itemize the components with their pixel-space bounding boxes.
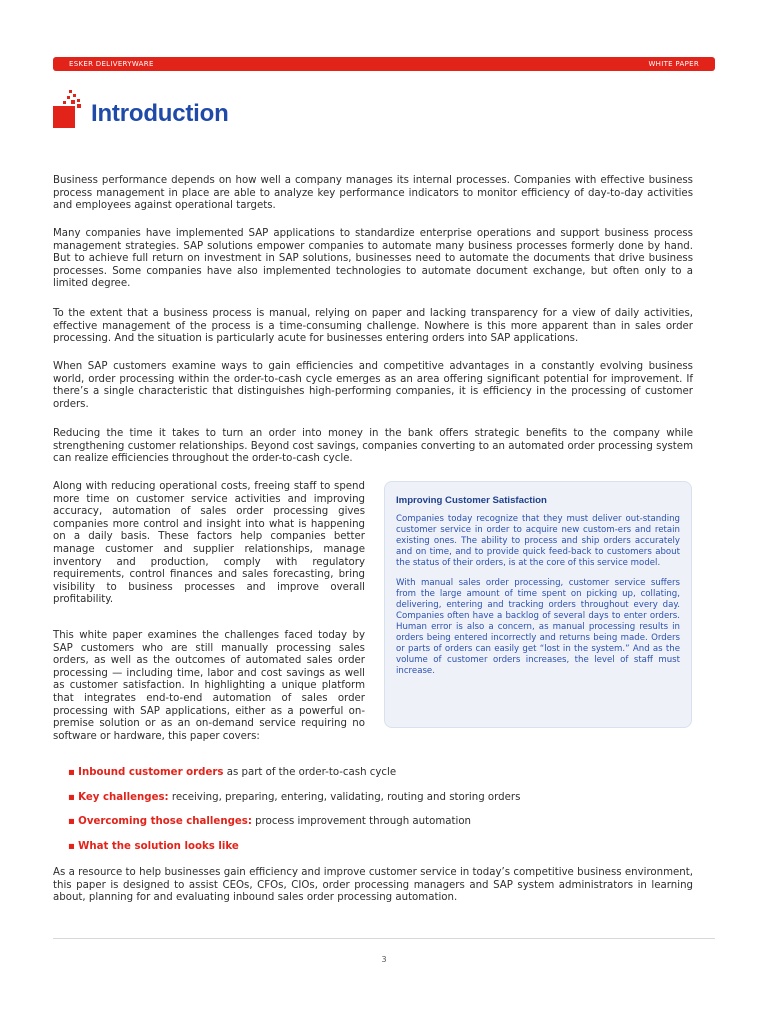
list-item — [68, 841, 688, 866]
intro-paragraph-4: When SAP customers examine ways to gain efficiencies and competitive advantages in a constantly evolving business world, order processing within the order-to-cash cycle emerges as an area offering significant potential for improvement. If there’s a single characteristic that distinguishes high-performing companies, it is efficiency in the processing of customer orders. — [53, 361, 693, 410]
sidebar-heading: Improving Customer Satisfaction — [396, 495, 547, 506]
bullet-marker: ▪ — [68, 767, 75, 778]
closing-paragraph: As a resource to help businesses gain efficiency and improve customer service in today’s competitive business environment, this paper is designed to assist CEOs, CFOs, CIOs, order processing managers and SAP system administrators in learning about, planning for and evaluating inbound sales order processing automation. — [53, 867, 693, 904]
title-block — [53, 90, 353, 130]
intro-paragraph-5: Reducing the time it takes to turn an order into money in the bank offers strategic benefits to the company while strengthening customer relationships. Beyond cost savings, companies converting to an automated order processing system can realize efficiencies throughout the order-to-cash cycle. — [53, 428, 693, 465]
page-number: 3 — [381, 955, 387, 964]
customer-satisfaction-sidebar — [384, 481, 692, 728]
bullet-text: as part of the order-to-cash cycle — [223, 767, 397, 778]
left-column-paragraph-2: This white paper examines the challenges faced today by SAP customers who are still manually processing sales orders, as well as the outcomes of automated sales order processing — including time, labor and cost savings as well as customer satisfaction. In highlighting a unique platform that integrates end-to-end automation of sales order processing with SAP applications, either as a powerful on-premise solution or as an on-demand service requiring no software or hardware, this paper covers: — [53, 630, 365, 742]
bullet-marker: ▪ — [68, 791, 75, 803]
footer-divider — [53, 938, 715, 939]
bullet-lead: Inbound customer orders — [78, 767, 224, 778]
header-right-label: WHITE PAPER — [648, 60, 699, 68]
bullet-lead: Overcoming those challenges: — [78, 816, 252, 827]
bullet-text: receiving, preparing, entering, validating, routing and storing orders — [168, 791, 521, 803]
intro-paragraph-2: Many companies have implemented SAP applications to standardize enterprise operations and support business process management strategies. SAP solutions empower companies to automate many business processes formerly done by hand. But to achieve full return on investment in SAP solutions, businesses need to automate the documents that drive business processes. Some companies have also implemented technologies to automate document exchange, but often only to a limited degree. — [53, 228, 693, 290]
bullet-lead: Key challenges: — [78, 791, 169, 803]
coverage-bullet-list — [68, 767, 688, 865]
header-bar — [53, 57, 715, 71]
sidebar-paragraph-1: Companies today recognize that they must deliver out-standing customer service in order to acquire new custom-ers and retain existing ones. The ability to process and ship orders accurately and on time, and to provide quick feed-back to customers about the status of their orders, is at the core of this service model. — [396, 514, 680, 568]
header-left-label: ESKER DELIVERYWARE — [69, 60, 154, 68]
intro-paragraph-3: To the extent that a business process is manual, relying on paper and lacking transparency for a view of daily activities, effective management of the process is a time-consuming challenge. Nowhere is this more apparent than in sales order processing. And the situation is particularly acute for businesses entering orders into SAP applications. — [53, 308, 693, 345]
list-item — [68, 792, 688, 817]
esker-logo-icon — [53, 90, 87, 128]
intro-paragraph-1: Business performance depends on how well a company manages its internal processes. Companies with effective business process management in place are able to analyze key performance indicators to monitor efficiency of day-to-day activities and employees against operational targets. — [53, 175, 693, 212]
sidebar-paragraph-2: With manual sales order processing, customer service suffers from the large amount of time spent on picking up, collating, delivering, entering and tracking orders throughout every day. Companies often have a backlog of several days to enter orders. Human error is also a concern, as manual processing results in orders being entered incorrectly and returns being made. Orders or parts of orders can easily get “lost in the system.” And as the volume of customer orders increases, the level of staff must increase. — [396, 578, 680, 676]
page-title: Introduction — [91, 100, 229, 127]
bullet-lead: What the solution looks like — [78, 840, 239, 852]
left-column-paragraph-1: Along with reducing operational costs, freeing staff to spend more time on customer service activities and improving accuracy, automation of sales order processing gives companies more control and insight into what is happening on a daily basis. These factors help companies better manage customer and supplier relationships, manage inventory and production, comply with regulatory requirements, control finances and sales forecasting, bring visibility to business processes and improve overall profitability. — [53, 481, 365, 606]
bullet-marker: ▪ — [68, 840, 75, 852]
list-item — [68, 816, 688, 841]
bullet-text: process improvement through automation — [251, 816, 472, 827]
bullet-marker: ▪ — [68, 816, 75, 827]
list-item — [68, 767, 688, 792]
